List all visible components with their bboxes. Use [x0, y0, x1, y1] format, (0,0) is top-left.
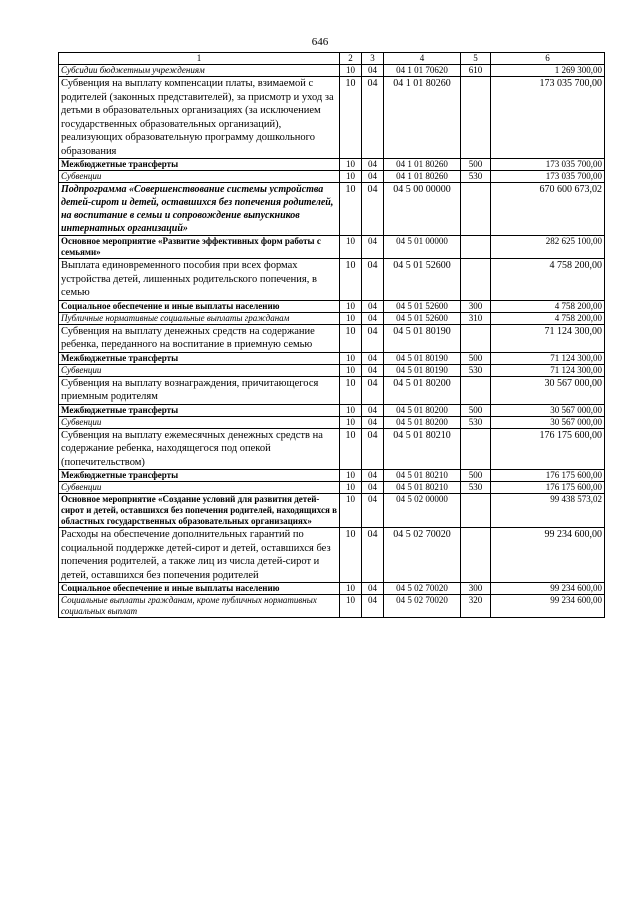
cell-section: 10 [340, 416, 362, 428]
header-cell-section: 2 [340, 53, 362, 65]
cell-amount: 99 438 573,02 [491, 494, 605, 528]
cell-name: Основное мероприятие «Развитие эффективных форм работы с семьями» [59, 236, 340, 259]
header-cell-expense-type: 5 [461, 53, 491, 65]
cell-expense-type: 300 [461, 300, 491, 312]
cell-target-code: 04 5 00 00000 [384, 183, 461, 236]
cell-target-code: 04 5 01 80210 [384, 482, 461, 494]
cell-subsection: 04 [362, 312, 384, 324]
cell-subsection: 04 [362, 428, 384, 470]
cell-expense-type: 530 [461, 416, 491, 428]
table-row [59, 416, 605, 428]
cell-target-code: 04 5 01 80190 [384, 352, 461, 364]
table-row [59, 352, 605, 364]
cell-amount: 176 175 600,00 [491, 428, 605, 470]
cell-name: Основное мероприятие «Создание условий для развития детей-сирот и детей, оставшихся без попечения родителей, находящихся в областных государственных образовательных организациях» [59, 494, 340, 528]
cell-amount: 4 758 200,00 [491, 259, 605, 301]
cell-section: 10 [340, 428, 362, 470]
cell-target-code: 04 5 01 80210 [384, 428, 461, 470]
cell-expense-type: 500 [461, 470, 491, 482]
cell-section: 10 [340, 77, 362, 159]
cell-amount: 670 600 673,02 [491, 183, 605, 236]
cell-subsection: 04 [362, 528, 384, 583]
cell-amount: 173 035 700,00 [491, 171, 605, 183]
cell-subsection: 04 [362, 404, 384, 416]
cell-section: 10 [340, 159, 362, 171]
cell-amount: 4 758 200,00 [491, 300, 605, 312]
cell-subsection: 04 [362, 595, 384, 618]
table-row [59, 595, 605, 618]
table-body [59, 65, 605, 618]
cell-subsection: 04 [362, 494, 384, 528]
cell-subsection: 04 [362, 236, 384, 259]
header-row [59, 53, 605, 65]
cell-subsection: 04 [362, 583, 384, 595]
cell-section: 10 [340, 324, 362, 352]
cell-amount: 30 567 000,00 [491, 376, 605, 404]
cell-subsection: 04 [362, 482, 384, 494]
table-row [59, 312, 605, 324]
cell-name: Публичные нормативные социальные выплаты гражданам [59, 312, 340, 324]
cell-subsection: 04 [362, 183, 384, 236]
cell-subsection: 04 [362, 171, 384, 183]
cell-amount: 173 035 700,00 [491, 159, 605, 171]
table-row [59, 183, 605, 236]
cell-section: 10 [340, 364, 362, 376]
cell-target-code: 04 5 02 70020 [384, 595, 461, 618]
cell-expense-type: 500 [461, 159, 491, 171]
cell-name: Субвенция на выплату вознаграждения, причитающегося приемным родителям [59, 376, 340, 404]
table-row [59, 494, 605, 528]
cell-expense-type: 300 [461, 583, 491, 595]
cell-expense-type: 530 [461, 364, 491, 376]
cell-name: Субвенция на выплату ежемесячных денежных средств на содержание ребенка, находящегося под опекой (попечительством) [59, 428, 340, 470]
cell-name: Выплата единовременного пособия при всех формах устройства детей, лишенных родительского попечения, в семью [59, 259, 340, 301]
cell-section: 10 [340, 470, 362, 482]
cell-section: 10 [340, 171, 362, 183]
table-row [59, 65, 605, 77]
table-row [59, 482, 605, 494]
table-row [59, 428, 605, 470]
cell-expense-type [461, 376, 491, 404]
cell-amount: 99 234 600,00 [491, 528, 605, 583]
cell-section: 10 [340, 595, 362, 618]
cell-amount: 71 124 300,00 [491, 324, 605, 352]
cell-expense-type: 500 [461, 352, 491, 364]
cell-name: Расходы на обеспечение дополнительных гарантий по социальной поддержке детей-сирот и детей, оставшихся без попечения родителей, а также лиц из числа детей-сирот и детей, оставшихся без попечения родителей [59, 528, 340, 583]
cell-expense-type [461, 183, 491, 236]
cell-name: Межбюджетные трансферты [59, 159, 340, 171]
cell-name: Подпрограмма «Совершенствование системы устройства детей-сирот и детей, оставшихся без попечения родителей, на воспитание в семьи и сопровождение выпускников интернатных организаций» [59, 183, 340, 236]
header-cell-target-code: 4 [384, 53, 461, 65]
cell-name: Субвенция на выплату денежных средств на содержание ребенка, переданного на воспитание в приемную семью [59, 324, 340, 352]
cell-subsection: 04 [362, 352, 384, 364]
cell-target-code: 04 5 01 80200 [384, 376, 461, 404]
cell-amount: 176 175 600,00 [491, 482, 605, 494]
cell-section: 10 [340, 312, 362, 324]
cell-subsection: 04 [362, 77, 384, 159]
cell-amount: 99 234 600,00 [491, 595, 605, 618]
cell-section: 10 [340, 65, 362, 77]
table-row [59, 236, 605, 259]
cell-target-code: 04 5 01 52600 [384, 259, 461, 301]
cell-name: Субвенции [59, 364, 340, 376]
cell-expense-type: 310 [461, 312, 491, 324]
cell-expense-type [461, 428, 491, 470]
cell-expense-type [461, 324, 491, 352]
table-row [59, 259, 605, 301]
cell-expense-type [461, 494, 491, 528]
cell-expense-type: 500 [461, 404, 491, 416]
cell-name: Субвенции [59, 482, 340, 494]
cell-name: Субсидии бюджетным учреждениям [59, 65, 340, 77]
cell-expense-type: 530 [461, 171, 491, 183]
cell-expense-type [461, 259, 491, 301]
cell-section: 10 [340, 404, 362, 416]
cell-name: Межбюджетные трансферты [59, 352, 340, 364]
cell-amount: 30 567 000,00 [491, 404, 605, 416]
cell-name: Межбюджетные трансферты [59, 470, 340, 482]
cell-amount: 71 124 300,00 [491, 364, 605, 376]
cell-amount: 176 175 600,00 [491, 470, 605, 482]
cell-target-code: 04 5 02 70020 [384, 528, 461, 583]
table-row [59, 376, 605, 404]
cell-expense-type [461, 77, 491, 159]
table-row [59, 404, 605, 416]
cell-amount: 282 625 100,00 [491, 236, 605, 259]
cell-subsection: 04 [362, 364, 384, 376]
table-row [59, 171, 605, 183]
cell-amount: 4 758 200,00 [491, 312, 605, 324]
cell-target-code: 04 5 01 80190 [384, 324, 461, 352]
cell-amount: 30 567 000,00 [491, 416, 605, 428]
cell-name: Социальное обеспечение и иные выплаты населению [59, 583, 340, 595]
page-number: 646 [311, 36, 329, 48]
cell-amount: 99 234 600,00 [491, 583, 605, 595]
cell-expense-type: 610 [461, 65, 491, 77]
cell-section: 10 [340, 236, 362, 259]
table-row [59, 300, 605, 312]
cell-subsection: 04 [362, 416, 384, 428]
cell-expense-type: 320 [461, 595, 491, 618]
cell-target-code: 04 5 01 52600 [384, 300, 461, 312]
cell-amount: 71 124 300,00 [491, 352, 605, 364]
table-row [59, 324, 605, 352]
cell-subsection: 04 [362, 470, 384, 482]
cell-target-code: 04 1 01 70620 [384, 65, 461, 77]
cell-section: 10 [340, 300, 362, 312]
cell-section: 10 [340, 376, 362, 404]
cell-name: Социальные выплаты гражданам, кроме публичных нормативных социальных выплат [59, 595, 340, 618]
budget-table [58, 52, 605, 618]
cell-target-code: 04 1 01 80260 [384, 77, 461, 159]
cell-section: 10 [340, 259, 362, 301]
table-row [59, 364, 605, 376]
cell-subsection: 04 [362, 376, 384, 404]
cell-target-code: 04 1 01 80260 [384, 171, 461, 183]
cell-name: Межбюджетные трансферты [59, 404, 340, 416]
cell-name: Субвенция на выплату компенсации платы, взимаемой с родителей (законных представителей), за присмотр и уход за детьми в образовательных организациях (за исключением государственных образовательных организаций), реализующих образовательную программу дошкольного образования [59, 77, 340, 159]
cell-name: Субвенции [59, 171, 340, 183]
table-row [59, 77, 605, 159]
cell-target-code: 04 5 01 80210 [384, 470, 461, 482]
table-row [59, 583, 605, 595]
cell-target-code: 04 5 02 00000 [384, 494, 461, 528]
cell-target-code: 04 5 01 80190 [384, 364, 461, 376]
cell-target-code: 04 5 01 80200 [384, 416, 461, 428]
header-cell-amount: 6 [491, 53, 605, 65]
cell-expense-type [461, 236, 491, 259]
cell-section: 10 [340, 494, 362, 528]
cell-target-code: 04 5 02 70020 [384, 583, 461, 595]
cell-name: Социальное обеспечение и иные выплаты населению [59, 300, 340, 312]
table-row [59, 470, 605, 482]
cell-target-code: 04 5 01 80200 [384, 404, 461, 416]
cell-section: 10 [340, 352, 362, 364]
cell-amount: 173 035 700,00 [491, 77, 605, 159]
cell-name: Субвенции [59, 416, 340, 428]
cell-subsection: 04 [362, 65, 384, 77]
cell-amount: 1 269 300,00 [491, 65, 605, 77]
cell-subsection: 04 [362, 259, 384, 301]
cell-target-code: 04 5 01 00000 [384, 236, 461, 259]
cell-target-code: 04 5 01 52600 [384, 312, 461, 324]
header-cell-name: 1 [59, 53, 340, 65]
cell-expense-type [461, 528, 491, 583]
cell-section: 10 [340, 528, 362, 583]
table-row [59, 159, 605, 171]
cell-subsection: 04 [362, 300, 384, 312]
cell-target-code: 04 1 01 80260 [384, 159, 461, 171]
cell-section: 10 [340, 183, 362, 236]
cell-subsection: 04 [362, 324, 384, 352]
cell-section: 10 [340, 482, 362, 494]
cell-subsection: 04 [362, 159, 384, 171]
header-cell-subsection: 3 [362, 53, 384, 65]
cell-expense-type: 530 [461, 482, 491, 494]
cell-section: 10 [340, 583, 362, 595]
table-row [59, 528, 605, 583]
